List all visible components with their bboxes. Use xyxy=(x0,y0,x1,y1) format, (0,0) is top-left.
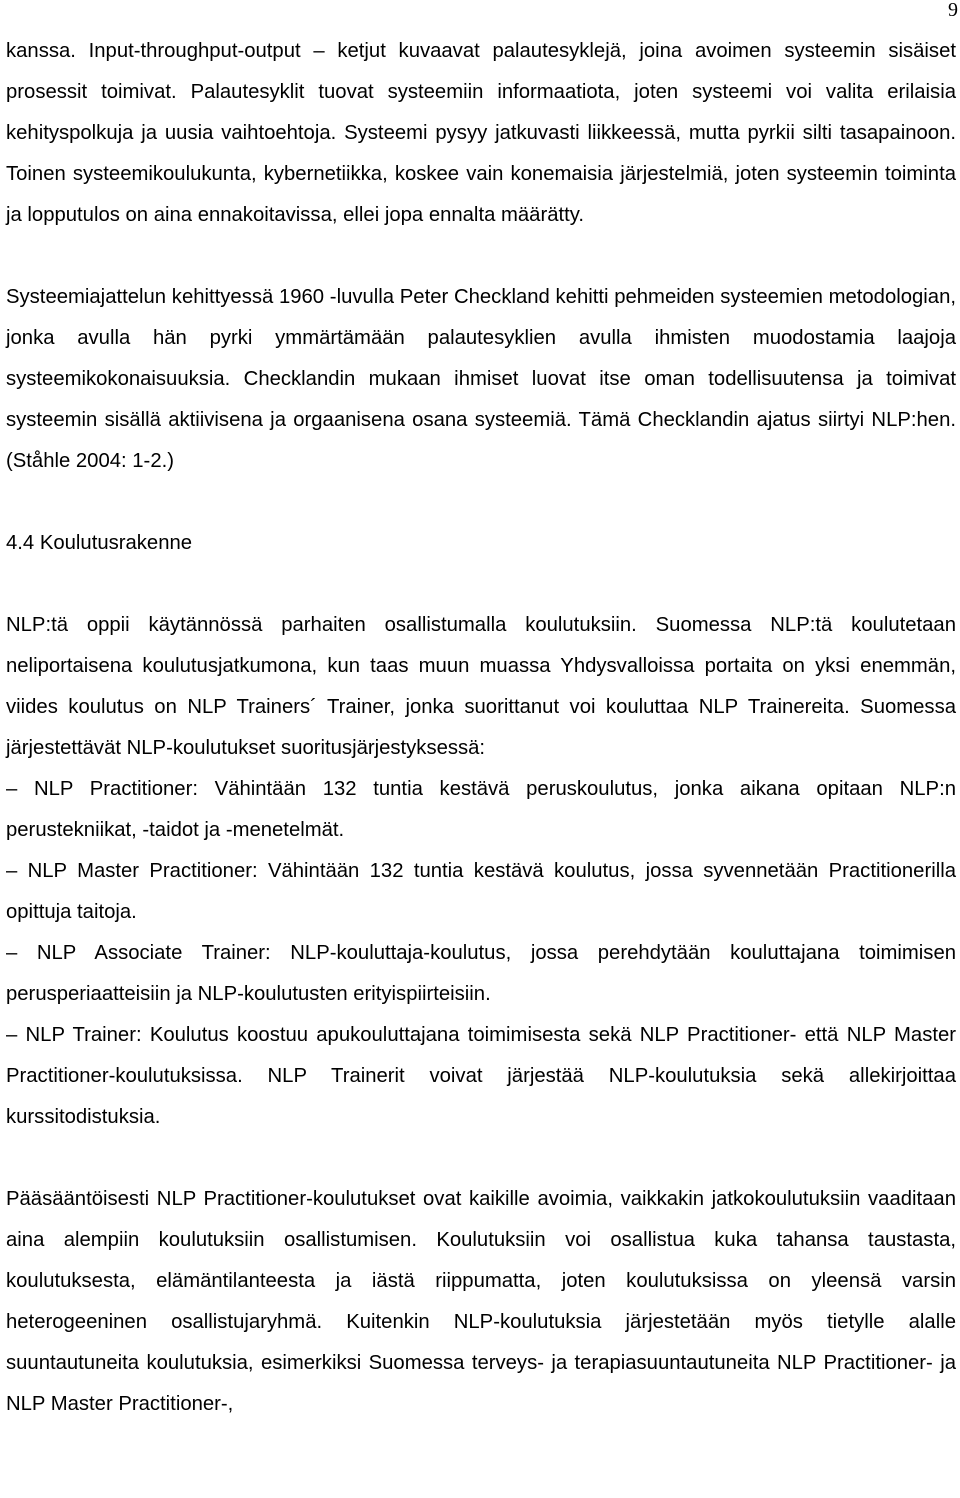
list-item-master-practitioner: – NLP Master Practitioner: Vähintään 132 tuntia kestävä koulutus, jossa syvennetään Practitionerilla opittuja taitoja. xyxy=(6,860,956,923)
section-heading: 4.4 Koulutusrakenne xyxy=(6,532,193,554)
document-body xyxy=(6,31,956,1425)
list-item-practitioner: – NLP Practitioner: Vähintään 132 tuntia kestävä peruskoulutus, jonka aikana opitaan NLP:n perustekniikat, -taidot ja -menetelmät. xyxy=(6,778,956,841)
list-item-trainer: – NLP Trainer: Koulutus koostuu apukouluttajana toimimisesta sekä NLP Practitioner- että NLP Master Practitioner-koulutuksissa. NLP Trainerit voivat järjestää NLP-koulutuksia sekä allekirjoittaa kurssitodistuksia. xyxy=(6,1024,956,1128)
paragraph-practitioner-courses: Pääsääntöisesti NLP Practitioner-koulutukset ovat kaikille avoimia, vaikkakin jatkokoulutuksiin vaaditaan aina alempiin koulutuksiin osallistumisen. Koulutuksiin voi osallistua kuka tahansa taustasta, koulutuksesta, elämäntilanteesta ja iästä riippumatta, joten koulutuksissa on yleensä varsin heterogeeninen osallistujaryhmä. Kuitenkin NLP-koulutuksia järjestetään myös tietylle alalle suuntautuneita koulutuksia, esimerkiksi Suomessa terveys- ja terapiasuuntautuneita NLP Practitioner- ja NLP Master Practitioner-, xyxy=(6,1188,956,1415)
paragraph-training-structure: NLP:tä oppii käytännössä parhaiten osallistumalla koulutuksiin. Suomessa NLP:tä koulutetaan neliportaisena koulutusjatkumona, kun taas muun muassa Yhdysvalloissa portaita on yksi enemmän, viides koulutus on NLP Trainers´ Trainer, jonka suorittanut voi kouluttaa NLP Trainereita. Suomessa järjestettävät NLP-koulutukset suoritusjärjestyksessä: xyxy=(6,614,956,759)
paragraph-checkland: Systeemiajattelun kehittyessä 1960 -luvulla Peter Checkland kehitti pehmeiden systeemien metodologian, jonka avulla hän pyrki ymmärtämään palautesyklien avulla ihmisten muodostamia laajoja systeemikokonaisuuksia. Checklandin mukaan ihmiset luovat itse oman todellisuutensa ja toimivat systeemin sisällä aktiivisena ja orgaanisena osana systeemiä. Tämä Checklandin ajatus siirtyi NLP:hen. (Ståhle 2004: 1-2.) xyxy=(6,286,956,472)
paragraph-systems-feedback: kanssa. Input-throughput-output – ketjut kuvaavat palautesyklejä, joina avoimen systeemin sisäiset prosessit toimivat. Palautesyklit tuovat systeemiin informaatiota, joten systeemi voi valita erilaisia kehityspolkuja ja uusia vaihtoehtoja. Systeemi pysyy jatkuvasti liikkeessä, mutta pyrkii silti tasapainoon. Toinen systeemikoulukunta, kybernetiikka, koskee vain konemaisia järjestelmiä, joten systeemin toiminta ja lopputulos on aina ennakoitavissa, ellei jopa ennalta määrätty. xyxy=(6,40,956,226)
page-number: 9 xyxy=(948,0,958,21)
list-item-associate-trainer: – NLP Associate Trainer: NLP-kouluttaja-koulutus, jossa perehdytään kouluttajana toimimisen perusperiaatteisiin ja NLP-koulutusten erityispiirteisiin. xyxy=(6,942,956,1005)
